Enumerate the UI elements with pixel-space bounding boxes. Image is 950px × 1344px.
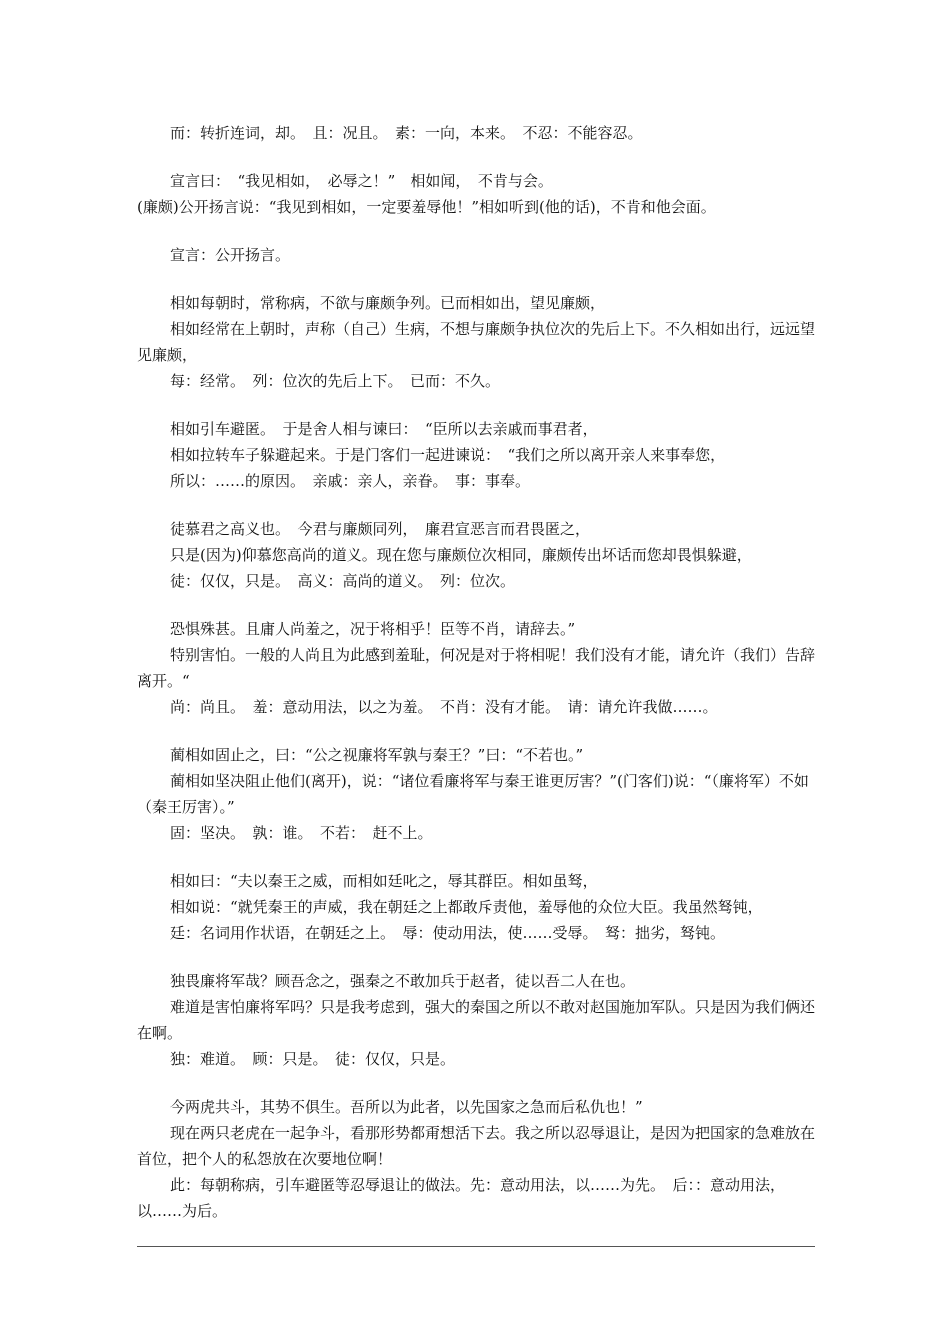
text-line: 相如经常在上朝时，声称（自己）生病，不想与廉颇争执位次的先后上下。不久相如出行，远远望见廉颇， — [137, 320, 816, 364]
text-line: 徒：仅仅，只是。 高义：高尚的道义。 列：位次。 — [170, 572, 516, 590]
text-line: 独畏廉将军哉？顾吾念之，强秦之不敢加兵于赵者，徒以吾二人在也。 — [170, 972, 636, 990]
document-body — [137, 120, 817, 1246]
paragraph-block — [137, 168, 817, 220]
paragraph-block — [137, 416, 817, 494]
text-line: 相如曰：“夫以秦王之威，而相如廷叱之，辱其群臣。相如虽驽， — [170, 872, 598, 890]
text-line: 现在两只老虎在一起争斗，看那形势都甭想活下去。我之所以忍辱退让，是因为把国家的急难放在首位，把个人的私怨放在次要地位啊！ — [137, 1124, 816, 1168]
text-line: 每：经常。 列：位次的先后上下。 已而：不久。 — [170, 372, 501, 390]
paragraph-block — [137, 868, 817, 946]
paragraph-block — [137, 742, 817, 846]
text-line: 难道是害怕廉将军吗？只是我考虑到，强大的秦国之所以不敢对赵国施加军队。只是因为我们俩还在啊。 — [137, 998, 816, 1042]
paragraph-block — [137, 290, 817, 394]
text-line: (廉颇)公开扬言说：“我见到相如，一定要羞辱他！”相如听到(他的话)，不肯和他会面。 — [137, 198, 716, 216]
text-line: 而：转折连词，却。 且：况且。 素：一向，本来。 不忍：不能容忍。 — [170, 124, 643, 142]
text-line: 独：难道。 顾：只是。 徒：仅仅，只是。 — [170, 1050, 456, 1068]
text-line: 只是(因为)仰慕您高尚的道义。现在您与廉颇位次相同，廉颇传出坏话而您却畏惧躲避， — [170, 546, 752, 564]
text-line: 今两虎共斗，其势不俱生。吾所以为此者，以先国家之急而后私仇也！” — [170, 1098, 643, 1116]
text-line: 蔺相如固止之，曰：“公之视廉将军孰与秦王？”曰：“不若也。” — [170, 746, 584, 764]
text-line: 相如引车避匿。 于是舍人相与谏曰： “臣所以去亲戚而事君者， — [170, 420, 598, 438]
text-line: 宣言曰： “我见相如， 必辱之！” 相如闻， 不肯与会。 — [170, 172, 553, 190]
text-line: 蔺相如坚决阻止他们(离开)，说：“诸位看廉将军与秦王谁更厉害？”(门客们)说：“（廉将军）不如（秦王厉害）。” — [137, 772, 809, 816]
text-line: 尚：尚且。 羞：意动用法，以之为羞。 不肖：没有才能。 请：请允许我做……。 — [170, 698, 718, 716]
paragraph-block — [137, 120, 817, 146]
text-line: 相如说：“就凭秦王的声威，我在朝廷之上都敢斥责他，羞辱他的众位大臣。我虽然驽钝， — [170, 898, 763, 916]
text-line: 相如拉转车子躲避起来。于是门客们一起进谏说： “我们之所以离开亲人来事奉您， — [170, 446, 726, 464]
footer-divider — [137, 1246, 815, 1247]
text-line: 所以：……的原因。 亲戚：亲人，亲眷。 事：事奉。 — [170, 472, 531, 490]
text-line: 廷：名词用作状语，在朝廷之上。 辱：使动用法，使……受辱。 驽：拙劣，驽钝。 — [170, 924, 726, 942]
text-line: 恐惧殊甚。且庸人尚羞之，况于将相乎！臣等不肖，请辞去。” — [170, 620, 576, 638]
paragraph-block — [137, 242, 817, 268]
paragraph-block — [137, 616, 817, 720]
text-line: 相如每朝时，常称病，不欲与廉颇争列。已而相如出，望见廉颇， — [170, 294, 606, 312]
paragraph-block — [137, 1094, 817, 1224]
text-line: 徒慕君之高义也。 今君与廉颇同列， 廉君宣恶言而君畏匿之， — [170, 520, 591, 538]
text-line: 此：每朝称病，引车避匿等忍辱退让的做法。先：意动用法，以……为先。 后：：意动用法，以……为后。 — [137, 1176, 786, 1220]
paragraph-block — [137, 968, 817, 1072]
text-line: 宣言：公开扬言。 — [170, 246, 291, 264]
text-line: 固：坚决。 孰：谁。 不若： 赶不上。 — [170, 824, 433, 842]
text-line: 特别害怕。一般的人尚且为此感到羞耻，何况是对于将相呢！我们没有才能，请允许（我们）告辞离开。“ — [137, 646, 816, 690]
paragraph-block — [137, 516, 817, 594]
